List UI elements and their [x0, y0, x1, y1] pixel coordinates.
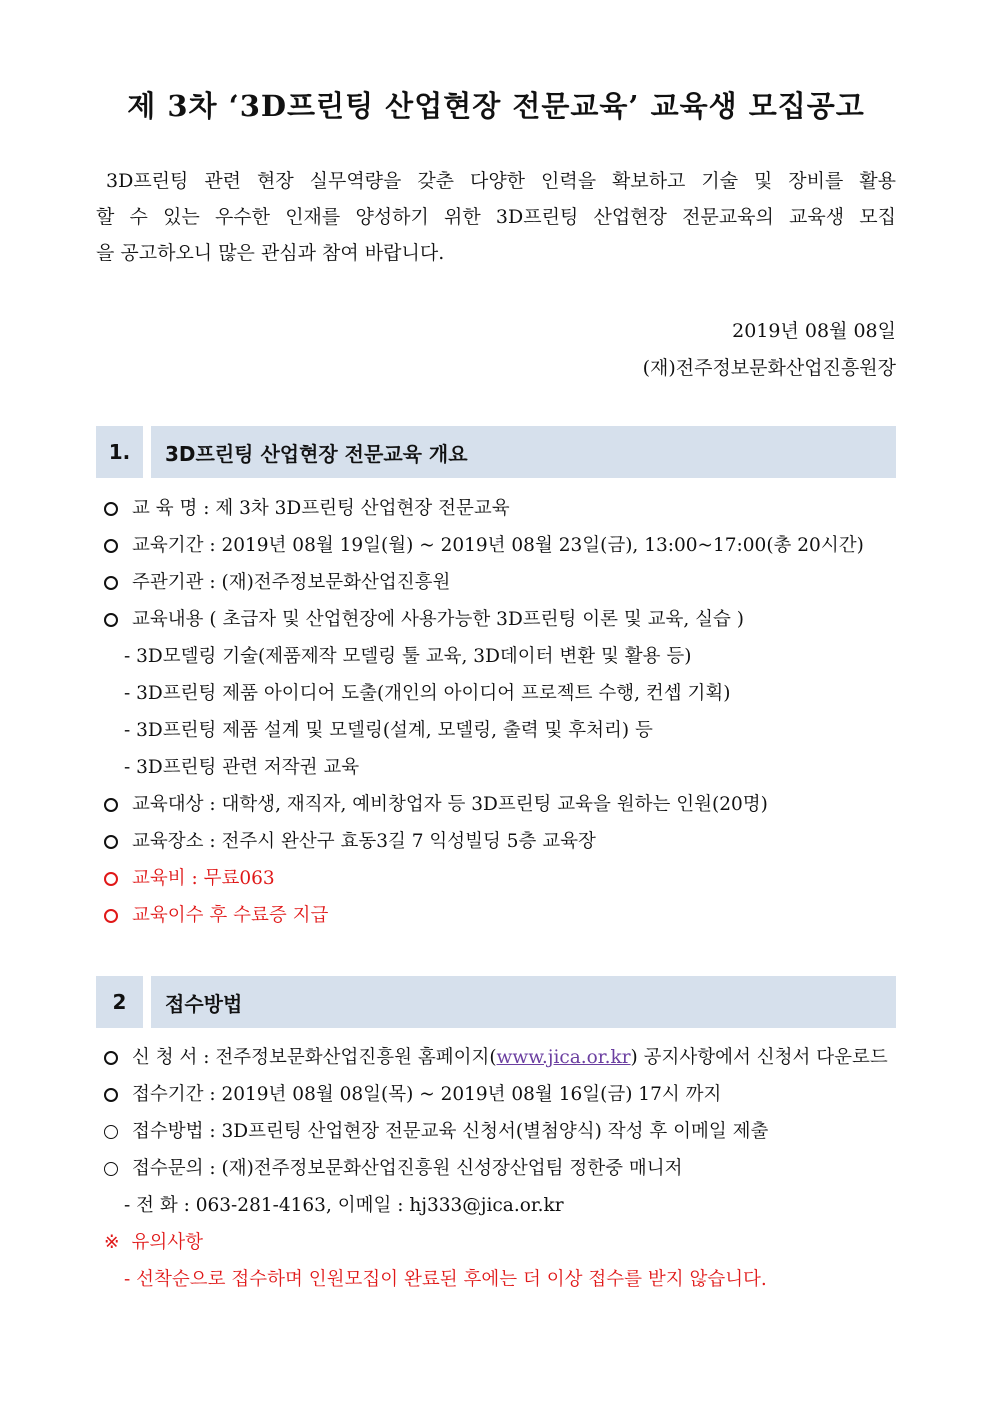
circle-bullet-icon [104, 1088, 118, 1102]
list-item: 교 육 명 : 제 3차 3D프린팅 산업현장 전문교육 [104, 490, 904, 527]
circle-bullet-icon [104, 1051, 118, 1065]
sub-item: - 3D프린팅 관련 저작권 교육 [124, 757, 360, 778]
list-item: 접수기간 : 2019년 08월 08일(목) ~ 2019년 08월 16일(금) 17시 까지 [104, 1076, 904, 1113]
notice-text: - 선착순으로 접수하며 인원모집이 완료된 후에는 더 이상 접수를 받지 않습니다. [124, 1269, 767, 1290]
section-2-number: 2 [96, 976, 143, 1028]
circle-bullet-icon [104, 613, 118, 627]
list-item: 교육장소 : 전주시 완산구 효동3길 7 익성빌딩 5층 교육장 [104, 823, 904, 860]
contact-item: - 전 화 : 063-281-4163, 이메일 : hj333@jica.or.kr [124, 1195, 564, 1216]
circle-bullet-icon [104, 576, 118, 590]
list-item: 교육대상 : 대학생, 재직자, 예비창업자 등 3D프린팅 교육을 원하는 인원(20명) [104, 786, 904, 823]
section-2-header [96, 976, 896, 1028]
circle-bullet-icon [104, 1125, 118, 1139]
list-item: 신 청 서 : 전주정보문화산업진흥원 홈페이지( www.jica.or.kr ) 공지사항에서 신청서 다운로드 [104, 1039, 904, 1076]
circle-bullet-icon [104, 1162, 118, 1176]
sub-item: - 3D프린팅 제품 아이디어 도출(개인의 아이디어 프로젝트 수행, 컨셉 기획) [124, 683, 731, 704]
intro-line: 3D프린팅 관련 현장 실무역량을 갖춘 다양한 인력을 확보하고 기술 및 장비를 활용 [106, 170, 896, 192]
list-item: 접수방법 : 3D프린팅 산업현장 전문교육 신청서(별첨양식) 작성 후 이메일 제출 [104, 1113, 904, 1150]
intro-line: 할 수 있는 우수한 인재를 양성하기 위한 3D프린팅 산업현장 전문교육의 교육생 모집 [96, 206, 896, 228]
list-item: 교육내용 ( 초급자 및 산업현장에 사용가능한 3D프린팅 이론 및 교육, 실습 ) [104, 601, 904, 638]
intro-line: 을 공고하오니 많은 관심과 참여 바랍니다. [96, 242, 445, 264]
reference-mark-icon: ※ [104, 1232, 120, 1253]
fee-item: 교육비 : 무료063 [104, 860, 904, 897]
intro-paragraph [96, 163, 896, 271]
section-1-list [104, 490, 904, 934]
list-item: 접수문의 : (재)전주정보문화산업진흥원 신성장산업팀 정한중 매니저 [104, 1150, 904, 1187]
circle-bullet-icon [104, 798, 118, 812]
certificate-item: 교육이수 후 수료증 지급 [104, 897, 904, 934]
red-circle-bullet-icon [104, 909, 118, 923]
section-2-title: 접수방법 [151, 976, 896, 1028]
section-1-header [96, 426, 896, 478]
section-1-title: 3D프린팅 산업현장 전문교육 개요 [151, 426, 896, 478]
issuing-organization: (재)전주정보문화산업진흥원장 [642, 357, 896, 379]
section-2-list [104, 1039, 904, 1298]
sub-item: - 3D프린팅 제품 설계 및 모델링(설계, 모델링, 출력 및 후처리) 등 [124, 720, 653, 741]
circle-bullet-icon [104, 502, 118, 516]
page-title: 제 3차 ‘3D프린팅 산업현장 전문교육’ 교육생 모집공고 [127, 89, 865, 123]
circle-bullet-icon [104, 835, 118, 849]
homepage-link[interactable]: www.jica.or.kr [496, 1047, 631, 1068]
sub-item: - 3D모델링 기술(제품제작 모델링 툴 교육, 3D데이터 변환 및 활용 등) [124, 646, 692, 667]
circle-bullet-icon [104, 539, 118, 553]
section-1-number: 1. [96, 426, 143, 478]
red-circle-bullet-icon [104, 872, 118, 886]
list-item: 주관기관 : (재)전주정보문화산업진흥원 [104, 564, 904, 601]
announcement-date: 2019년 08월 08일 [732, 320, 896, 342]
list-item: 교육기간 : 2019년 08월 19일(월) ~ 2019년 08월 23일(금), 13:00~17:00(총 20시간) [104, 527, 904, 564]
notice-heading: ※ 유의사항 [104, 1224, 904, 1261]
